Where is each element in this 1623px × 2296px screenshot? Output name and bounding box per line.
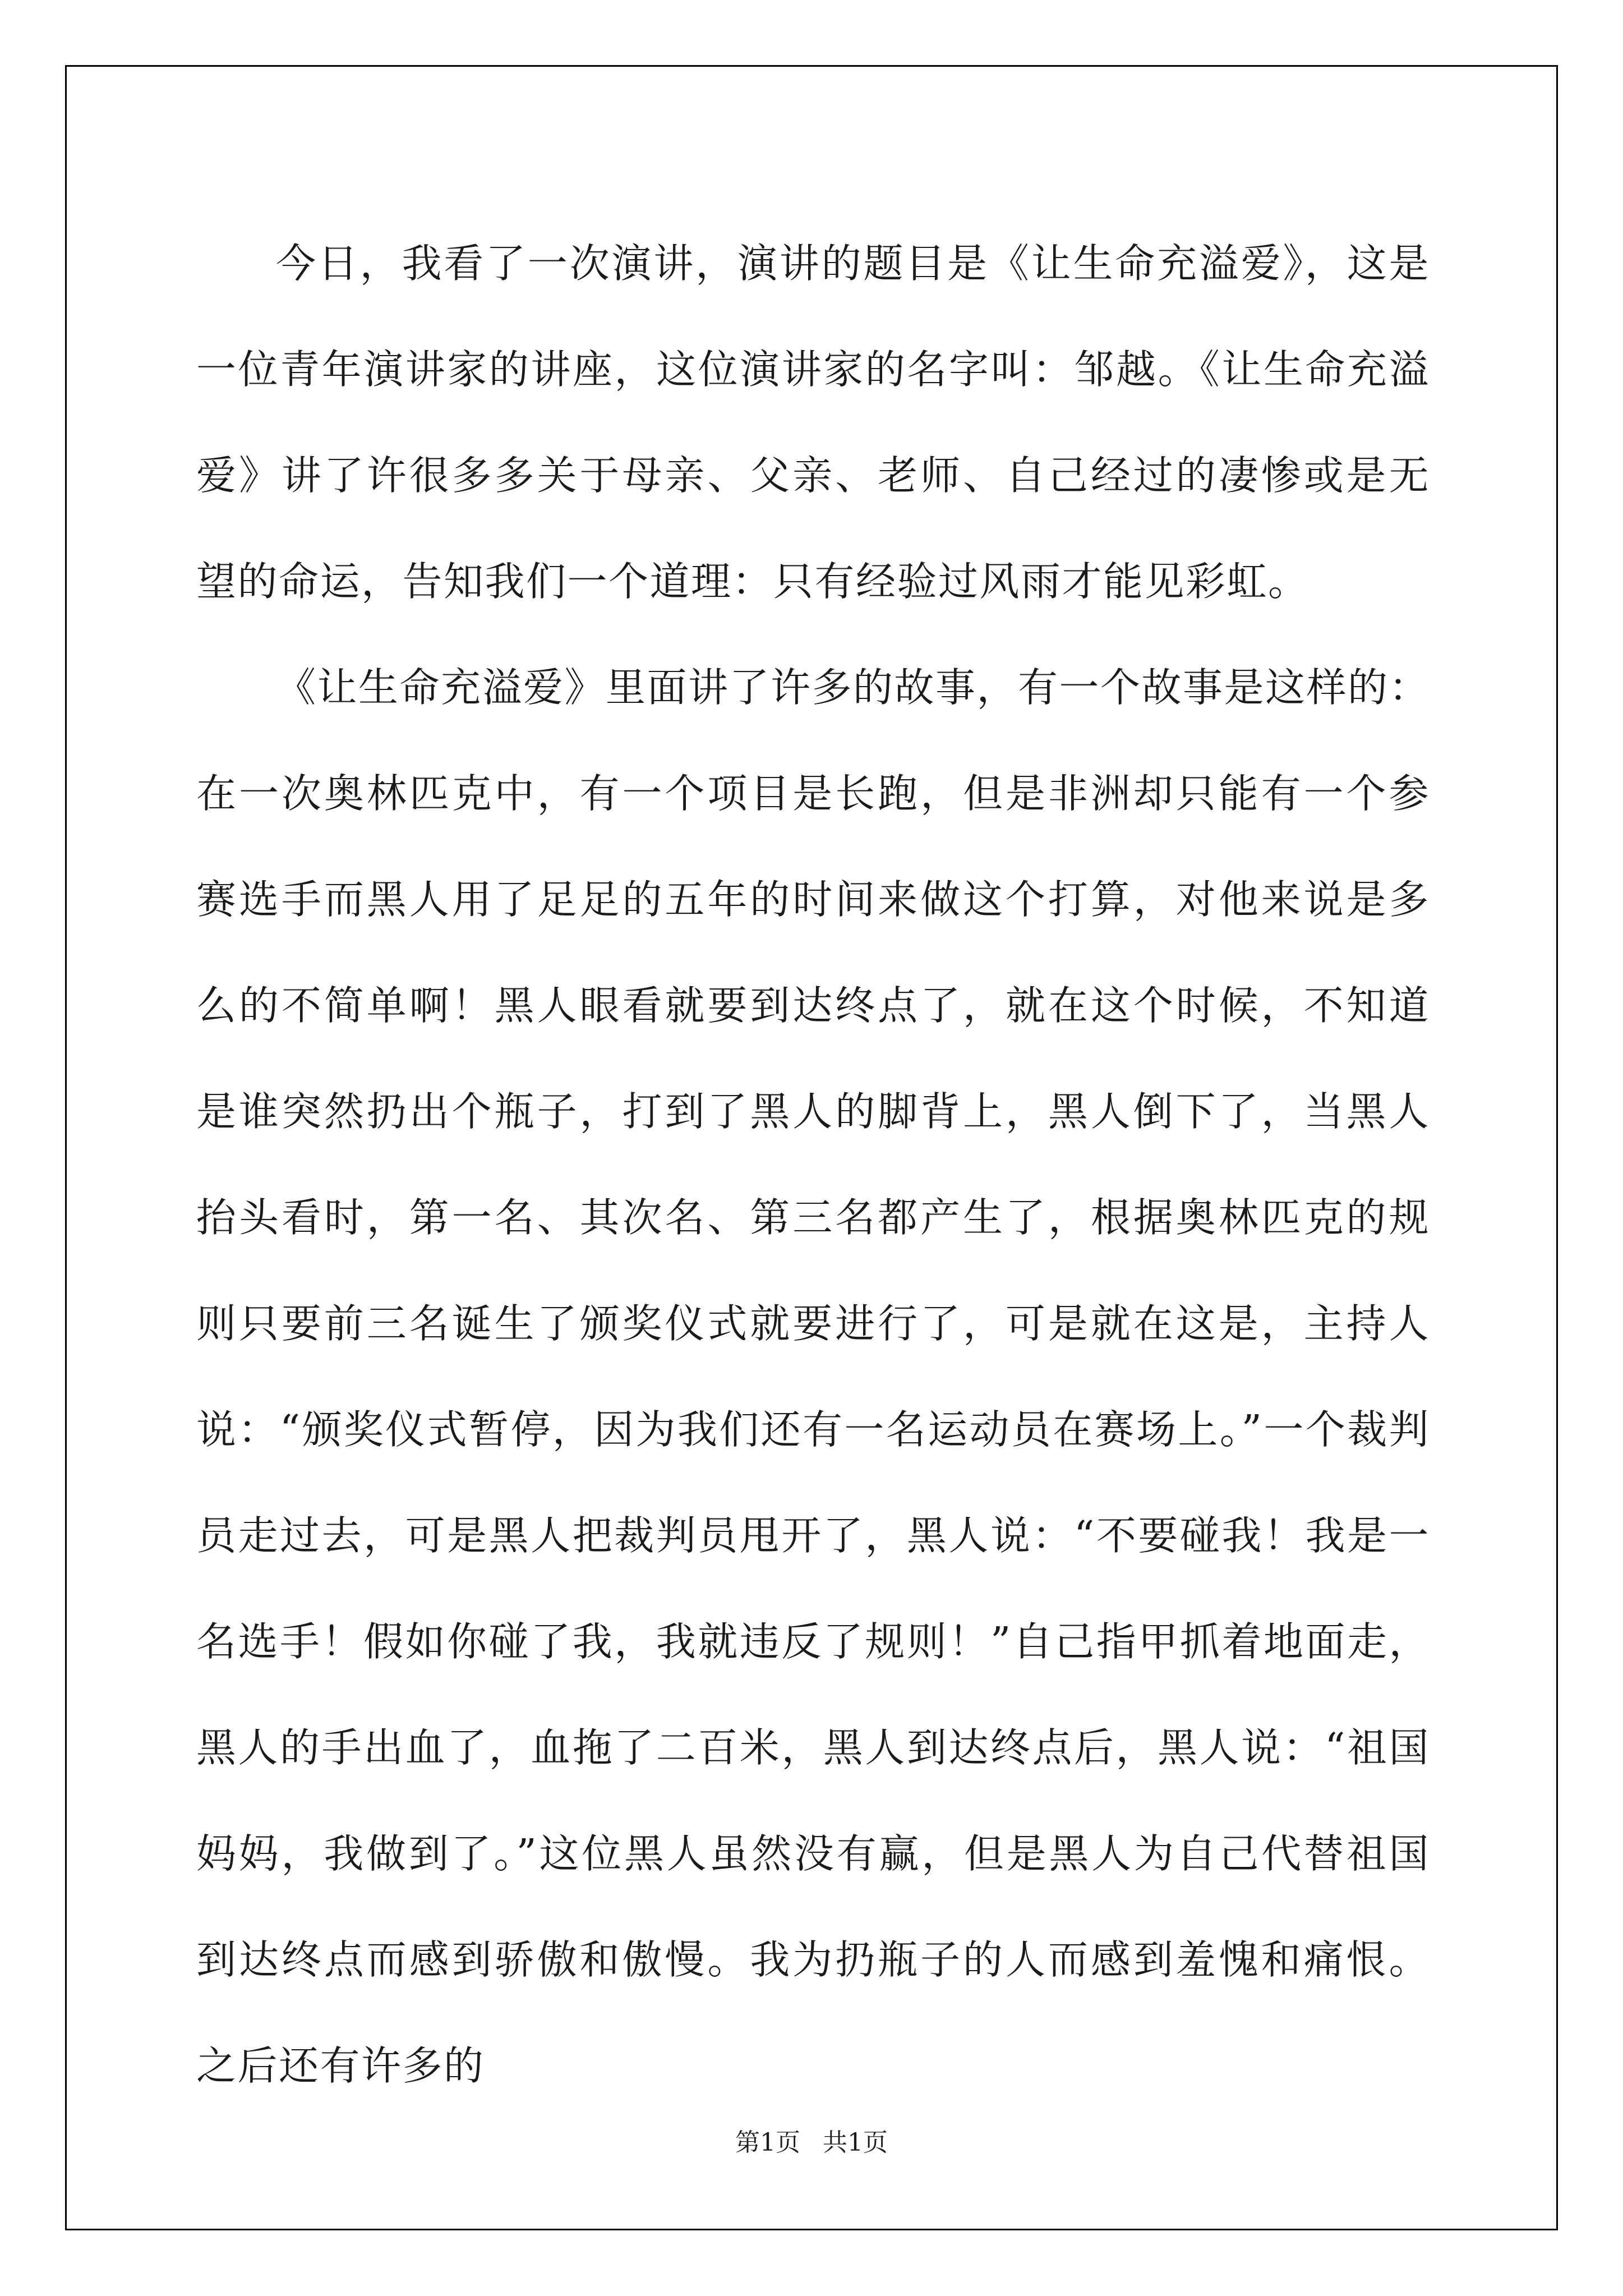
paragraph-2: 《让生命充溢爱》里面讲了许多的故事，有一个故事是这样的：在一次奥林匹克中，有一个项目是长跑，但是非洲却只能有一个参赛选手而黑人用了足足的五年的时间来做这个打算，对他来说是多么的不简单啊！黑人眼看就要到达终点了，就在这个时候，不知道是谁突然扔出个瓶子，打到了黑人的脚背上，黑人倒下了，当黑人抬头看时，第一名、其次名、第三名都产生了，根据奥林匹克的规则只要前三名诞生了颁奖仪式就要进行了，可是就在这是，主持人说：“颁奖仪式暂停，因为我们还有一名运动员在赛场上。”一个裁判员走过去，可是黑人把裁判员甩开了，黑人说：“不要碰我！我是一名选手！假如你碰了我，我就违反了规则！”自己指甲抓着地面走，黑人的手出血了，血拖了二百米，黑人到达终点后，黑人说：“祖国妈妈，我做到了。”这位黑人虽然没有赢，但是黑人为自己代替祖国到达终点而感到骄傲和傲慢。我为扔瓶子的人而感到羞愧和痛恨。之后还有许多的 (196, 664, 1431, 2089)
paragraph-1: 今日，我看了一次演讲，演讲的题目是《让生命充溢爱》，这是一位青年演讲家的讲座，这位演讲家的名字叫：邹越。《让生命充溢爱》讲了许很多多关于母亲、父亲、老师、自己经过的凄惨或是无望的命运，告知我们一个道理：只有经验过风雨才能见彩虹。 (196, 240, 1430, 605)
page-number: 第1页 (735, 2128, 800, 2157)
document-body (196, 210, 1430, 2119)
page-footer (0, 2126, 1623, 2160)
page-total: 共1页 (823, 2128, 888, 2157)
